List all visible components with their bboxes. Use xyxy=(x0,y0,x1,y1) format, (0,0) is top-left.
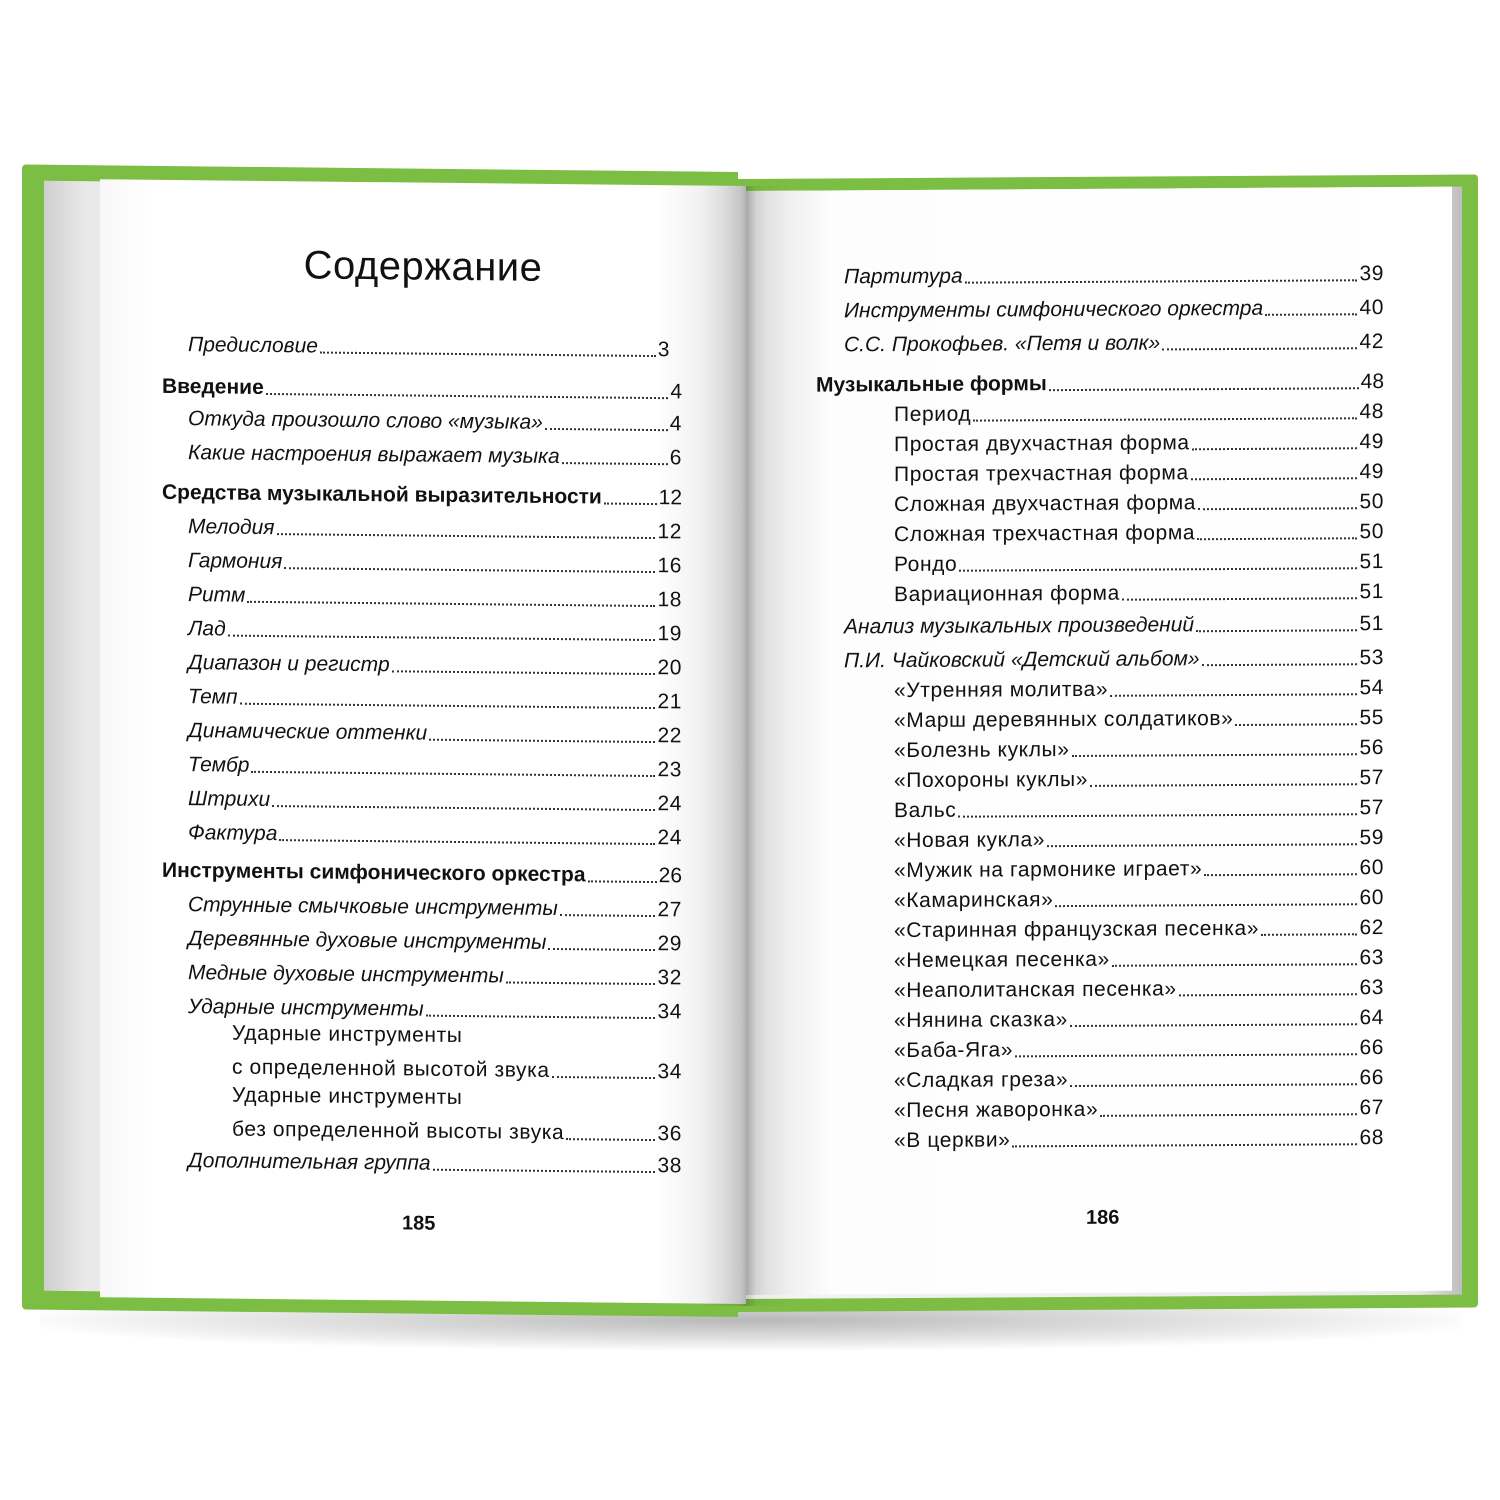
toc-subentry-prefix: Ударные инструменты xyxy=(232,1083,463,1110)
toc-entry[interactable]: Дополнительная группа 38 xyxy=(188,1149,682,1178)
toc-entry[interactable]: «Баба-Яга» 66 xyxy=(894,1036,1384,1063)
toc-section[interactable]: Средства музыкальной выразительности 12 xyxy=(162,480,682,510)
toc-subentry[interactable]: без определенной высоты звука 36 xyxy=(232,1117,682,1146)
toc-entry[interactable]: Период 48 xyxy=(894,400,1384,427)
toc-entry[interactable]: Медные духовые инструменты 32 xyxy=(188,961,682,990)
toc-entry[interactable]: Темп 21 xyxy=(188,685,682,714)
toc-entry[interactable]: Вариационная форма 51 xyxy=(894,580,1384,607)
toc-entry[interactable]: Ритм 18 xyxy=(188,583,682,612)
toc-entry[interactable]: Анализ музыкальных произведений 51 xyxy=(844,612,1384,639)
left-page xyxy=(100,179,746,1304)
toc-entry[interactable]: «Нянина сказка» 64 xyxy=(894,1006,1384,1033)
toc-entry[interactable]: Ударные инструменты 34 xyxy=(188,995,682,1024)
toc-entry[interactable]: Партитура 39 xyxy=(844,262,1384,289)
toc-entry[interactable]: Какие настроения выражает музыка 6 xyxy=(188,441,682,470)
toc-entry[interactable]: Динамические оттенки 22 xyxy=(188,719,682,748)
toc-entry[interactable]: «Новая кукла» 59 xyxy=(894,826,1384,853)
toc-entry[interactable]: «Песня жаворонка» 67 xyxy=(894,1096,1384,1123)
toc-entry[interactable]: «Камаринская» 60 xyxy=(894,886,1384,913)
toc-subentry[interactable]: с определенной высотой звука 34 xyxy=(232,1055,682,1084)
right-page xyxy=(746,187,1452,1295)
toc-entry[interactable]: П.И. Чайковский «Детский альбом» 53 xyxy=(844,646,1384,673)
toc-entry[interactable]: Струнные смычковые инструменты 27 xyxy=(188,893,682,922)
toc-entry[interactable]: Откуда произошло слово «музыка» 4 xyxy=(188,407,682,436)
toc-entry[interactable]: «Сладкая греза» 66 xyxy=(894,1066,1384,1093)
toc-entry[interactable]: Гармония 16 xyxy=(188,549,682,578)
toc-entry[interactable]: Предисловие 3 xyxy=(188,333,670,362)
toc-entry[interactable]: Лад 19 xyxy=(188,617,682,646)
toc-entry[interactable]: «Неаполитанская песенка» 63 xyxy=(894,976,1384,1003)
toc-entry[interactable]: Сложная двухчастная форма 50 xyxy=(894,490,1384,517)
toc-entry[interactable]: Рондо 51 xyxy=(894,550,1384,577)
toc-entry[interactable]: Мелодия 12 xyxy=(188,515,682,544)
toc-entry[interactable]: «Болезнь куклы» 56 xyxy=(894,736,1384,763)
toc-entry[interactable]: «В церкви» 68 xyxy=(894,1126,1384,1153)
toc-entry[interactable]: С.С. Прокофьев. «Петя и волк» 42 xyxy=(844,330,1384,357)
toc-entry[interactable]: Тембр 23 xyxy=(188,753,682,782)
toc-entry[interactable]: «Немецкая песенка» 63 xyxy=(894,946,1384,973)
toc-entry[interactable]: Простая трехчастная форма 49 xyxy=(894,460,1384,487)
toc-entry[interactable]: Штрихи 24 xyxy=(188,787,682,816)
toc-entry[interactable]: «Марш деревянных солдатиков» 55 xyxy=(894,706,1384,733)
toc-entry[interactable]: «Мужик на гармонике играет» 60 xyxy=(894,856,1384,883)
toc-title: Содержание xyxy=(303,243,543,290)
toc-section[interactable]: Введение 4 xyxy=(162,374,682,404)
toc-entry[interactable]: «Похороны куклы» 57 xyxy=(894,766,1384,793)
toc-entry[interactable]: «Старинная французская песенка» 62 xyxy=(894,916,1384,943)
page-number: 186 xyxy=(1086,1206,1120,1229)
toc-subentry-prefix: Ударные инструменты xyxy=(232,1021,463,1048)
toc-section[interactable]: Музыкальные формы 48 xyxy=(816,370,1384,397)
toc-entry[interactable]: Фактура 24 xyxy=(188,821,682,850)
toc-entry[interactable]: Простая двухчастная форма 49 xyxy=(894,430,1384,457)
toc-entry[interactable]: Вальс 57 xyxy=(894,796,1384,823)
toc-entry[interactable]: Сложная трехчастная форма 50 xyxy=(894,520,1384,547)
toc-entry[interactable]: «Утренняя молитва» 54 xyxy=(894,676,1384,703)
toc-entry[interactable]: Инструменты симфонического оркестра 40 xyxy=(844,296,1384,323)
toc-entry[interactable]: Диапазон и регистр 20 xyxy=(188,651,682,680)
page-number: 185 xyxy=(402,1212,436,1235)
toc-entry[interactable]: Деревянные духовые инструменты 29 xyxy=(188,927,682,956)
toc-section[interactable]: Инструменты симфонического оркестра 26 xyxy=(162,858,682,888)
